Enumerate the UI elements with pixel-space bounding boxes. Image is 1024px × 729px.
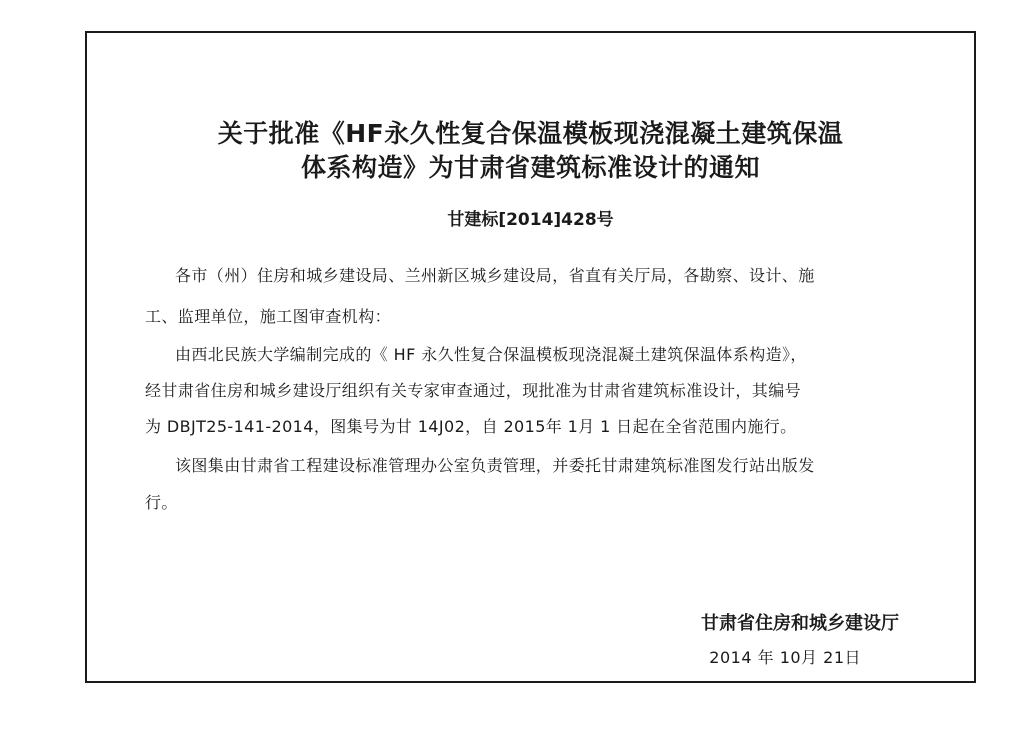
paragraph1-line2: 经甘肃省住房和城乡建设厅组织有关专家审查通过，现批准为甘肃省建筑标准设计，其编号 — [145, 381, 802, 400]
paragraph1-line3: 为 DBJT25-141-2014，图集号为甘 14J02，自 2015年 1月 1 日起在全省范围内施行。 — [145, 417, 797, 436]
notice-title-line2: 体系构造》为甘肃省建筑标准设计的通知 — [300, 153, 760, 182]
issue-date: 2014 年 10月 21日 — [709, 648, 861, 667]
paragraph2-line1: 该图集由甘肃省工程建设标准管理办公室负责管理，并委托甘肃建筑标准图发行站出版发 — [175, 456, 815, 475]
document-number: 甘建标[2014]428号 — [447, 210, 614, 230]
salutation-line1: 各市（州）住房和城乡建设局、兰州新区城乡建设局，省直有关厅局，各勘察、设计、施 — [175, 266, 815, 285]
paragraph1-line1: 由西北民族大学编制完成的《 HF 永久性复合保温模板现浇混凝土建筑保温体系构造》， — [175, 345, 807, 364]
notice-title-line1: 关于批准《HF永久性复合保温模板现浇混凝土建筑保温 — [217, 119, 844, 148]
document-frame — [85, 31, 976, 683]
paragraph2-line2: 行。 — [145, 493, 178, 512]
salutation-line2: 工、监理单位，施工图审查机构： — [145, 307, 392, 326]
issuer-name: 甘肃省住房和城乡建设厅 — [701, 613, 899, 634]
